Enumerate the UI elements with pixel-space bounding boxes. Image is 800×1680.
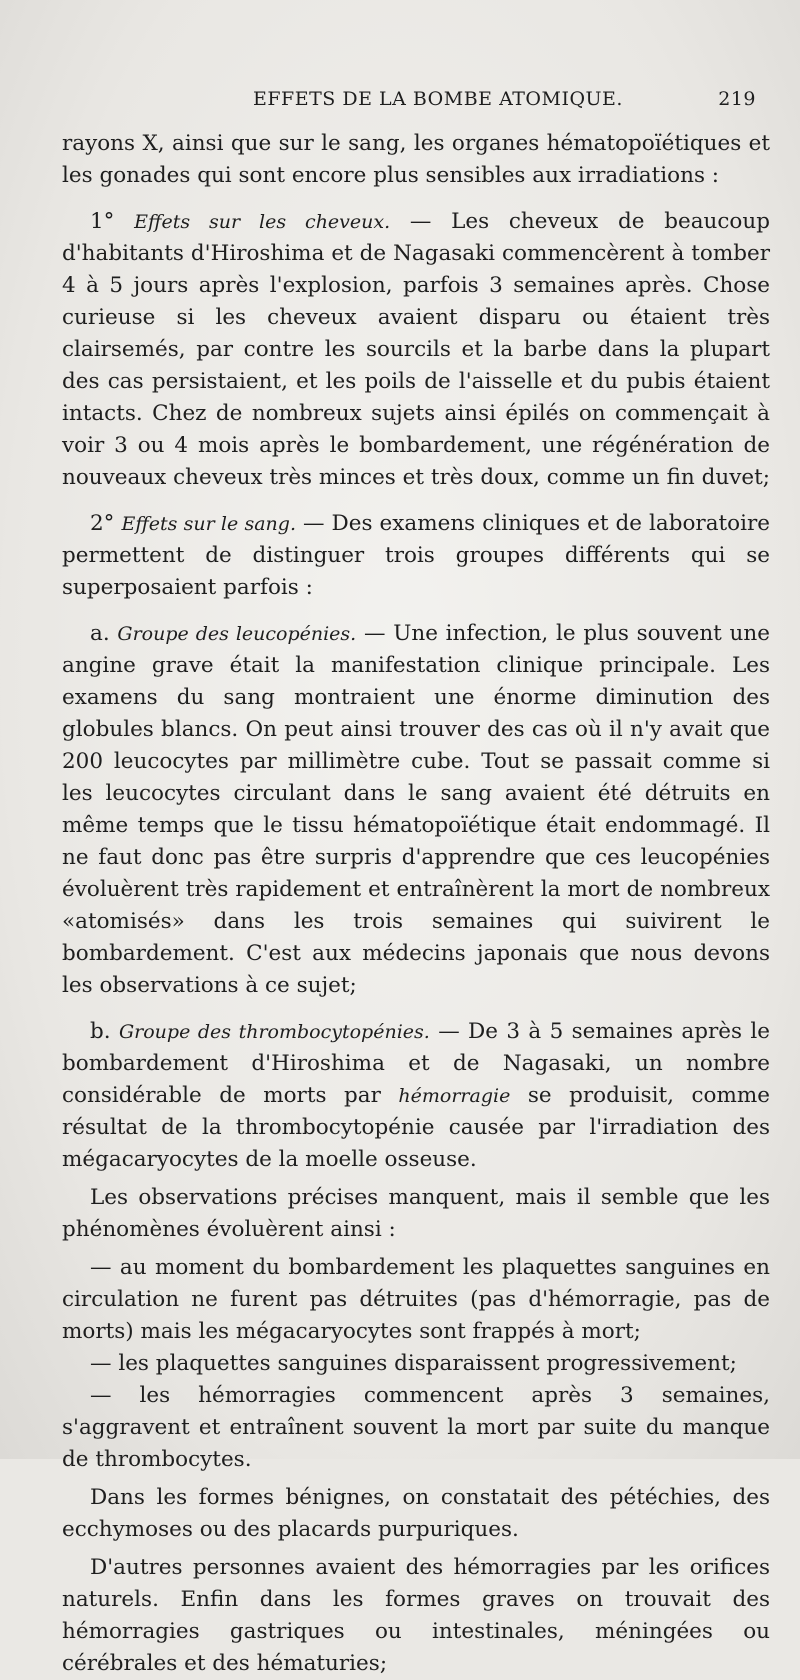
section-heading: Effets sur le sang. xyxy=(121,513,296,535)
section-blood: 2° Effets sur le sang. — Des examens cliniques et de laboratoire permettent de distinguer trois groupes différents qui se superposaient parfois : xyxy=(62,511,770,600)
list-item: — les plaquettes sanguines disparaissent progressivement; xyxy=(90,1351,737,1376)
paragraph-severe: D'autres personnes avaient des hémorragies par les orifices naturels. Enfin dans les formes graves on trouvait des hémorragies gastriques ou intestinales, méningées ou cérébrales et des hématuries; xyxy=(62,1555,770,1676)
section-hair: 1° Effets sur les cheveux. — Les cheveux de beaucoup d'habitants d'Hiroshima et de Nagasaki commencèrent à tomber 4 à 5 jours après l'explosion, parfois 3 semaines après. Chose curieuse si les cheveux avaient disparu ou étaient très clairsemés, par contre les sourcils et la barbe dans la plupart des cas persistaient, et les poils de l'aisselle et du pubis étaient intacts. Chez de nombreux sujets ainsi épilés on commençait à voir 3 ou 4 mois après le bombardement, une régénération de nouveaux cheveux très minces et très doux, comme un fin duvet; xyxy=(62,209,770,490)
group-thrombocytopenia: b. Groupe des thrombocytopénies. — De 3 à 5 semaines après le bombardement d'Hiroshima et de Nagasaki, un nombre considérable de morts par hémorragie se produisit, comme résultat de la thrombocytopénie causée par l'irradiation des mégacaryocytes de la moelle osseuse. xyxy=(62,1019,771,1172)
paragraph-continuation: rayons X, ainsi que sur le sang, les organes hématopoïétiques et les gonades qui sont encore plus sensibles aux irradiations : xyxy=(62,131,770,188)
list-item: — au moment du bombardement les plaquettes sanguines en circulation ne furent pas détruites (pas d'hémorragie, pas de morts) mais les mégacaryocytes sont frappés à mort; xyxy=(62,1255,770,1344)
paragraph-benign: Dans les formes bénignes, on constatait des pétéchies, des ecchymoses ou des placards purpuriques. xyxy=(62,1485,770,1542)
group-leucopenia: a. Groupe des leucopénies. — Une infection, le plus souvent une angine grave était la manifestation clinique principale. Les examens du sang montraient une énorme diminution des globules blancs. On peut ainsi trouver des cas où il n'y avait que 200 leucocytes par millimètre cube. Tout se passait comme si les leucocytes circulant dans le sang avaient été détruits en même temps que le tissu hématopoïétique était endommagé. Il ne faut donc pas être surpris d'apprendre que ces leucopénies évoluèrent très rapidement et entraînèrent la mort de nombreux «atomisés» dans les trois semaines qui suivirent le bombardement. C'est aux médecins japonais que nous devons les observations à ce sujet; xyxy=(62,621,770,998)
running-title: EFFETS DE LA BOMBE ATOMIQUE. xyxy=(253,88,623,110)
section-heading: Groupe des leucopénies. xyxy=(117,623,357,645)
page-body xyxy=(62,128,770,1680)
page-number: 219 xyxy=(718,88,756,110)
italic-term: hémorragie xyxy=(398,1085,511,1107)
section-heading: Groupe des thrombocytopénies. xyxy=(118,1021,430,1043)
list-item: — les hémorragies commencent après 3 semaines, s'aggravent et entraînent souvent la mort par suite du manque de thrombocytes. xyxy=(62,1383,770,1472)
paragraph-observations: Les observations précises manquent, mais il semble que les phénomènes évoluèrent ainsi : xyxy=(62,1185,770,1242)
section-heading: Effets sur les cheveux. xyxy=(134,211,391,233)
